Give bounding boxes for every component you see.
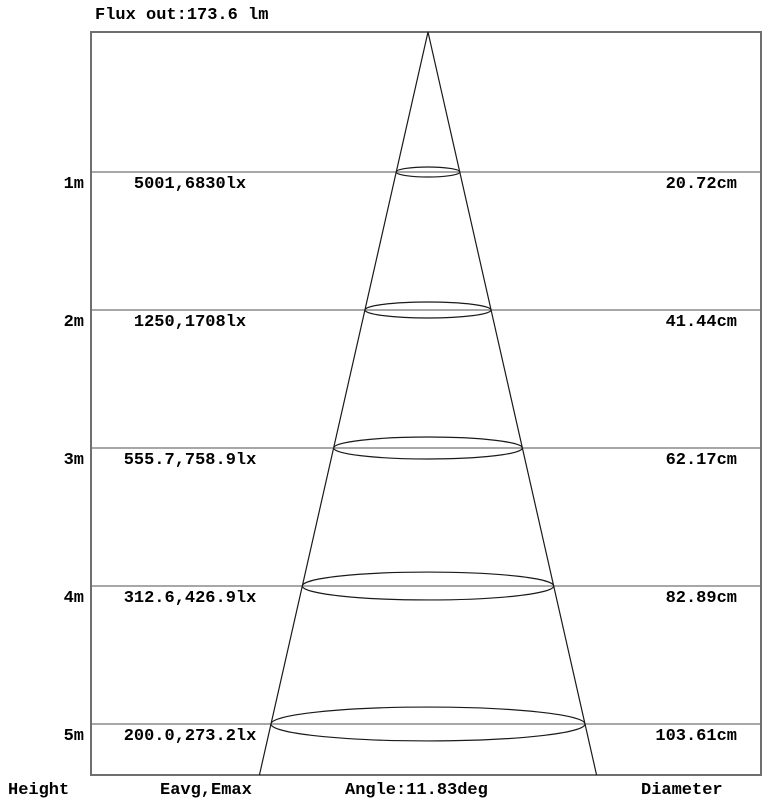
diameter-value-3m: 62.17cm: [665, 451, 737, 470]
height-tick-4m: 4m: [63, 589, 84, 608]
eavg-emax-value-3m: 555.7,758.9lx: [123, 451, 257, 470]
flux-output-label: Flux out:173.6 lm: [95, 6, 269, 25]
height-tick-2m: 2m: [63, 313, 84, 332]
height-tick-1m: 1m: [63, 175, 84, 194]
footer-diameter-label: Diameter: [641, 781, 723, 800]
plot-box-border: [91, 32, 761, 775]
eavg-emax-value-4m: 312.6,426.9lx: [123, 589, 257, 608]
eavg-emax-value-2m: 1250,1708lx: [133, 313, 247, 332]
beam-cone-outline: [259, 32, 596, 775]
diameter-value-5m: 103.61cm: [655, 727, 737, 746]
eavg-emax-value-1m: 5001,6830lx: [133, 175, 247, 194]
height-tick-5m: 5m: [63, 727, 84, 746]
footer-height-label: Height: [8, 781, 70, 800]
footer-eavg-emax-label: Eavg,Emax: [160, 781, 252, 800]
height-tick-3m: 3m: [63, 451, 84, 470]
diameter-value-4m: 82.89cm: [665, 589, 737, 608]
eavg-emax-value-5m: 200.0,273.2lx: [123, 727, 257, 746]
diameter-value-2m: 41.44cm: [665, 313, 737, 332]
diameter-value-1m: 20.72cm: [665, 175, 737, 194]
footer-beam-angle-label: Angle:11.83deg: [345, 781, 488, 800]
